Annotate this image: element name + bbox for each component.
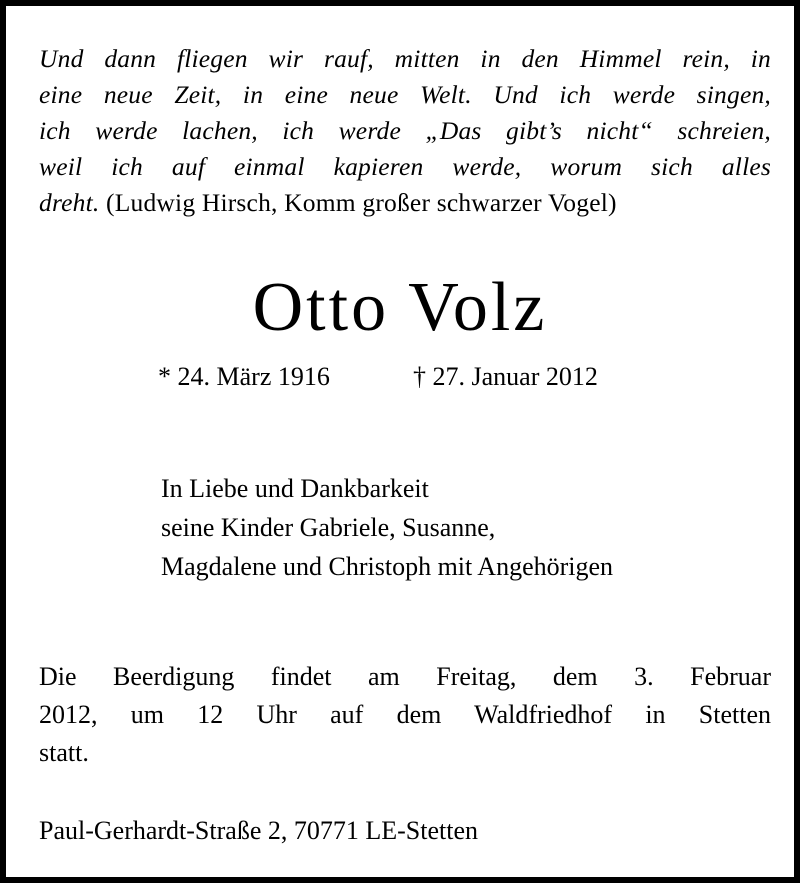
quote-line: ich werde lachen, ich werde „Das gibt’s nicht“ schreien,	[39, 116, 771, 145]
mourners-line: In Liebe und Dankbarkeit	[161, 474, 429, 503]
funeral-announcement	[39, 658, 771, 772]
family-address: Paul-Gerhardt-Straße 2, 70771 LE-Stetten	[39, 816, 478, 845]
funeral-line: 2012, um 12 Uhr auf dem Waldfriedhof in Stetten	[39, 700, 771, 729]
mourners-line: Magdalene und Christoph mit Angehörigen	[161, 552, 614, 581]
quote-final-line	[39, 185, 771, 221]
mourners-block	[161, 469, 613, 586]
birth-date: * 24. März 1916	[158, 362, 330, 391]
quote-attribution: (Ludwig Hirsch, Komm großer schwarzer Vogel)	[106, 188, 617, 217]
mourners-line: seine Kinder Gabriele, Susanne,	[161, 513, 496, 542]
death-date: † 27. Januar 2012	[413, 362, 598, 391]
funeral-line: Die Beerdigung findet am Freitag, dem 3. Februar	[39, 662, 771, 691]
quote-line: eine neue Zeit, in eine neue Welt. Und ich werde singen,	[39, 80, 771, 109]
quote-line: weil ich auf einmal kapieren werde, worum sich alles	[39, 152, 771, 181]
quote-final-word: dreht.	[39, 188, 100, 217]
memorial-quote	[39, 41, 771, 221]
deceased-name: Otto Volz	[252, 269, 548, 346]
funeral-line: statt.	[39, 738, 89, 767]
quote-line: Und dann fliegen wir rauf, mitten in den Himmel rein, in	[39, 44, 771, 73]
